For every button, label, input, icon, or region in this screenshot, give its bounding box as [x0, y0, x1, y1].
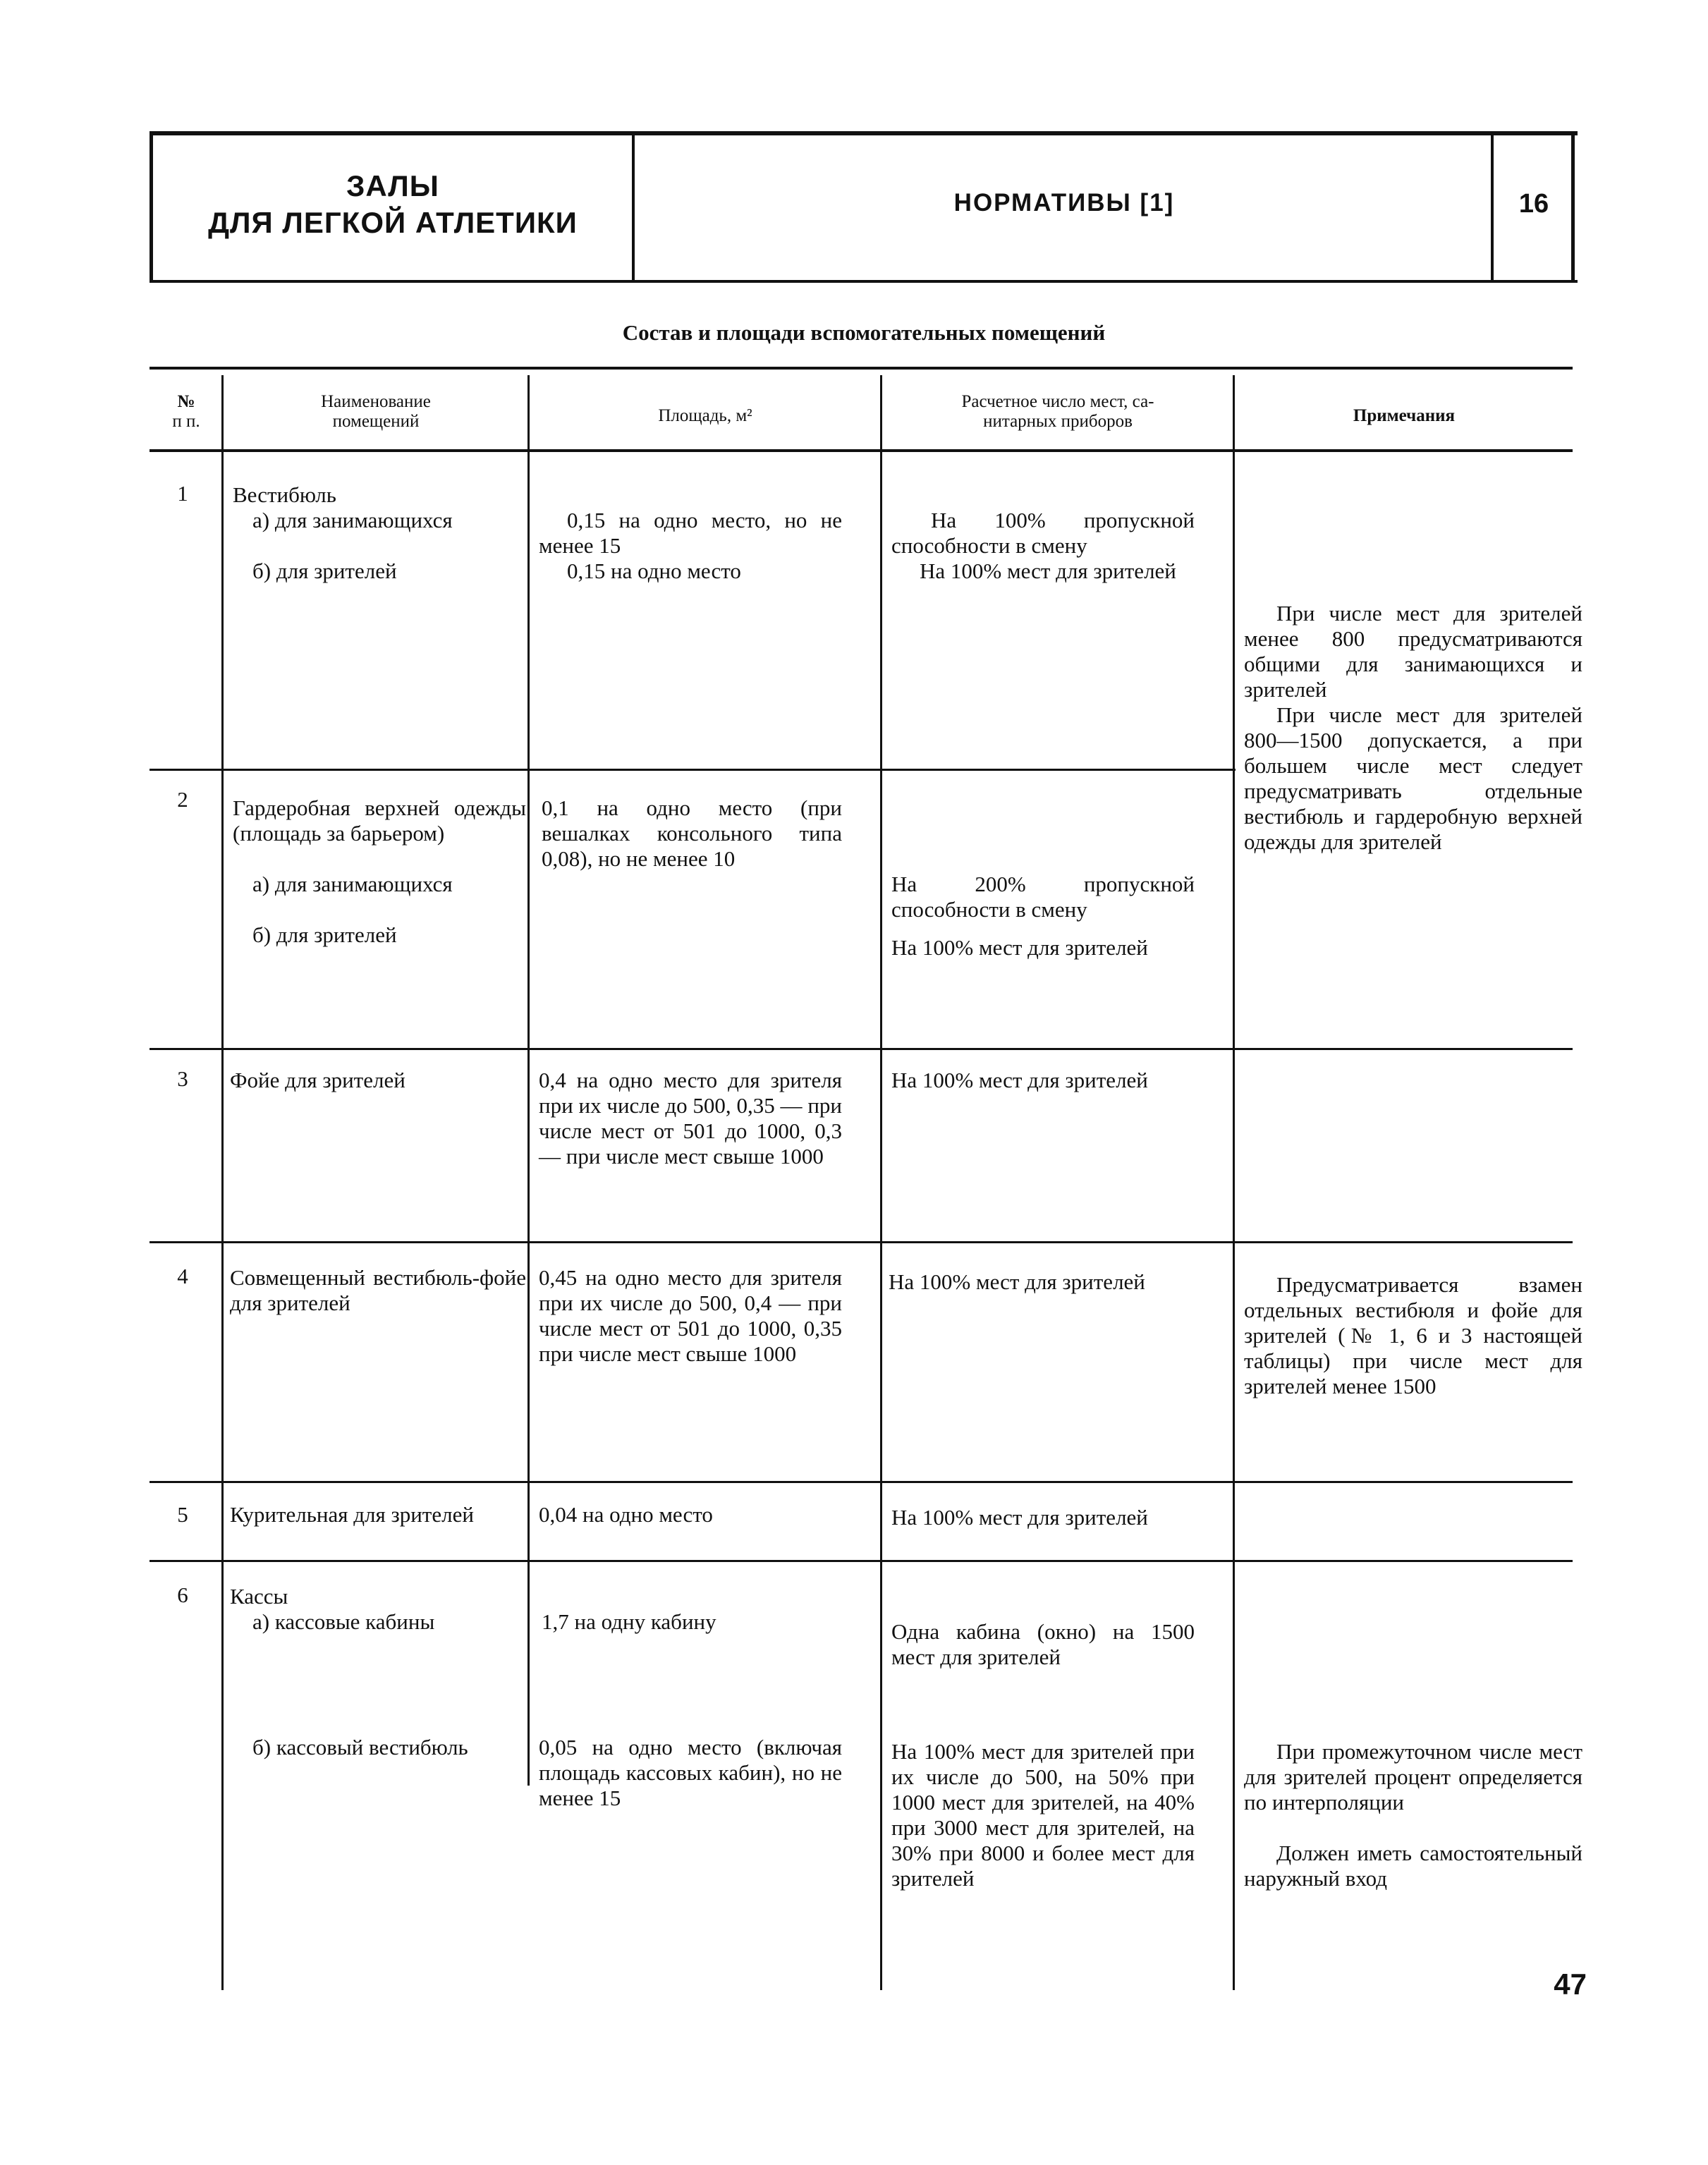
row-rule-6 — [150, 1560, 1573, 1562]
row1-b-area: 0,15 на одно место — [567, 559, 741, 583]
col-rule-2 — [527, 375, 530, 1786]
note-rows-1-2-p1: При числе мест для зрителей менее 800 предусматриваются общими для занимающихся и зрителей — [1244, 601, 1582, 702]
row6-note-p2: Должен иметь самостоятельный наружный вход — [1244, 1841, 1582, 1891]
row2-b-places: На 100% мест для зрителей — [891, 935, 1148, 960]
header-bottom-rule — [150, 280, 1578, 283]
row3-places: На 100% мест для зрителей — [891, 1068, 1148, 1092]
col-header-num-line1: № — [177, 392, 195, 411]
row6-a-name: а) кассовые кабины — [252, 1609, 435, 1634]
table-caption: Состав и площади вспомогательных помещений — [622, 320, 1106, 345]
header-top-rule — [150, 131, 1578, 135]
row4-number: 4 — [177, 1264, 188, 1288]
sheet-number: 16 — [1518, 189, 1549, 219]
row6-a-places: Одна кабина (окно) на 1500 мест для зрителей — [891, 1619, 1195, 1669]
row2-name: Гардеробная верхней одежды (площадь за барьером) — [233, 795, 526, 846]
row-rule-5 — [150, 1481, 1573, 1483]
row6-b-places: На 100% мест для зрителей при их числе до 500, на 50% при 1000 мест для зрителей, на 40% при 3000 мест для зрителей, на 30% при 8000 и более мест для зрителей — [891, 1739, 1195, 1891]
row1-a-places: На 100% пропускной способности в смену — [891, 508, 1195, 558]
row5-number: 5 — [177, 1502, 188, 1527]
table-top-rule — [150, 367, 1573, 370]
row1-b-places: На 100% мест для зрителей — [920, 559, 1176, 583]
section-title — [157, 168, 629, 241]
col-header-name — [224, 392, 527, 432]
row6-a-area: 1,7 на одну кабину — [542, 1609, 716, 1634]
row3-name: Фойе для зрителей — [230, 1068, 405, 1092]
col-header-notes: Примечания — [1353, 406, 1456, 425]
col-header-places-line2: нитарных приборов — [983, 412, 1133, 431]
col-header-num — [151, 392, 221, 432]
note-rows-1-2-p2: При числе мест для зрителей 800—1500 допускается, а при большем числе мест следует предусматривать отдельные вестибюль и гардеробную верхней одежды для зрителей — [1244, 702, 1582, 854]
row-rule-3 — [150, 1048, 1573, 1050]
row1-number: 1 — [177, 481, 188, 506]
col-rule-3 — [880, 375, 882, 1990]
row3-number: 3 — [177, 1066, 188, 1091]
col-header-places-line1: Расчетное число мест, са- — [961, 392, 1154, 411]
row5-name: Курительная для зрителей — [230, 1502, 474, 1527]
section-title-line1: ЗАЛЫ — [346, 169, 439, 202]
row6-number: 6 — [177, 1582, 188, 1607]
header-divider-2 — [1491, 134, 1494, 280]
row5-places: На 100% мест для зрителей — [891, 1505, 1148, 1530]
row2-area: 0,1 на одно место (при вешалках консольного типа 0,08), но не менее 10 — [542, 795, 842, 871]
row-rule-2 — [150, 769, 1236, 771]
row1-a-name: а) для занимающихся — [252, 508, 453, 532]
row2-a-name: а) для занимающихся — [252, 872, 453, 896]
col-header-name-line1: Наименование — [321, 392, 431, 411]
col-header-num-line2: п п. — [172, 412, 200, 431]
table-header-rule — [150, 449, 1573, 452]
section-title-line2: ДЛЯ ЛЕГКОЙ АТЛЕТИКИ — [208, 206, 578, 239]
row6-b-name: б) кассовый вестибюль — [252, 1735, 468, 1760]
row4-area: 0,45 на одно место для зрителя при их числе до 500, 0,4 — при числе мест от 501 до 1000, 0,35 при числе мест свыше 1000 — [539, 1265, 842, 1366]
row1-a-area: 0,15 на одно место, но не менее 15 — [539, 508, 842, 558]
col-header-places — [883, 392, 1233, 432]
section-type: НОРМАТИВЫ [1] — [953, 189, 1175, 216]
row4-note: Предусматривается взамен отдельных вестибюля и фойе для зрителей (№ 1, 6 и 3 настоящей таблицы) при числе мест для зрителей менее 1500 — [1244, 1272, 1582, 1398]
header-left-rule — [150, 131, 153, 281]
col-header-name-line2: помещений — [332, 412, 420, 431]
row1-b-name: б) для зрителей — [252, 559, 397, 583]
row3-area: 0,4 на одно место для зрителя при их числе до 500, 0,35 — при числе мест от 501 до 1000, 0,3 — при числе мест свыше 1000 — [539, 1068, 842, 1169]
row6-note-p1: При промежуточном числе мест для зрителей процент определяется по интерполяции — [1244, 1739, 1582, 1815]
row4-places: На 100% мест для зрителей — [889, 1269, 1145, 1294]
row4-name: Совмещенный вестибюль-фойе для зрителей — [230, 1265, 526, 1315]
row-rule-4 — [150, 1241, 1573, 1243]
row2-number: 2 — [177, 787, 188, 812]
row5-area: 0,04 на одно место — [539, 1502, 713, 1527]
col-header-area: Площадь, м² — [658, 406, 752, 425]
row2-a-places: На 200% пропускной способности в смену — [891, 872, 1195, 922]
row6-b-area: 0,05 на одно место (включая площадь кассовых кабин), но не менее 15 — [539, 1735, 842, 1810]
page-number: 47 — [1554, 1968, 1587, 2001]
row2-b-name: б) для зрителей — [252, 922, 397, 947]
col-rule-1 — [221, 375, 224, 1990]
header-divider-1 — [632, 134, 635, 280]
col-rule-4 — [1233, 375, 1235, 1990]
row6-name: Кассы — [230, 1584, 288, 1609]
row1-name: Вестибюль — [233, 482, 336, 507]
